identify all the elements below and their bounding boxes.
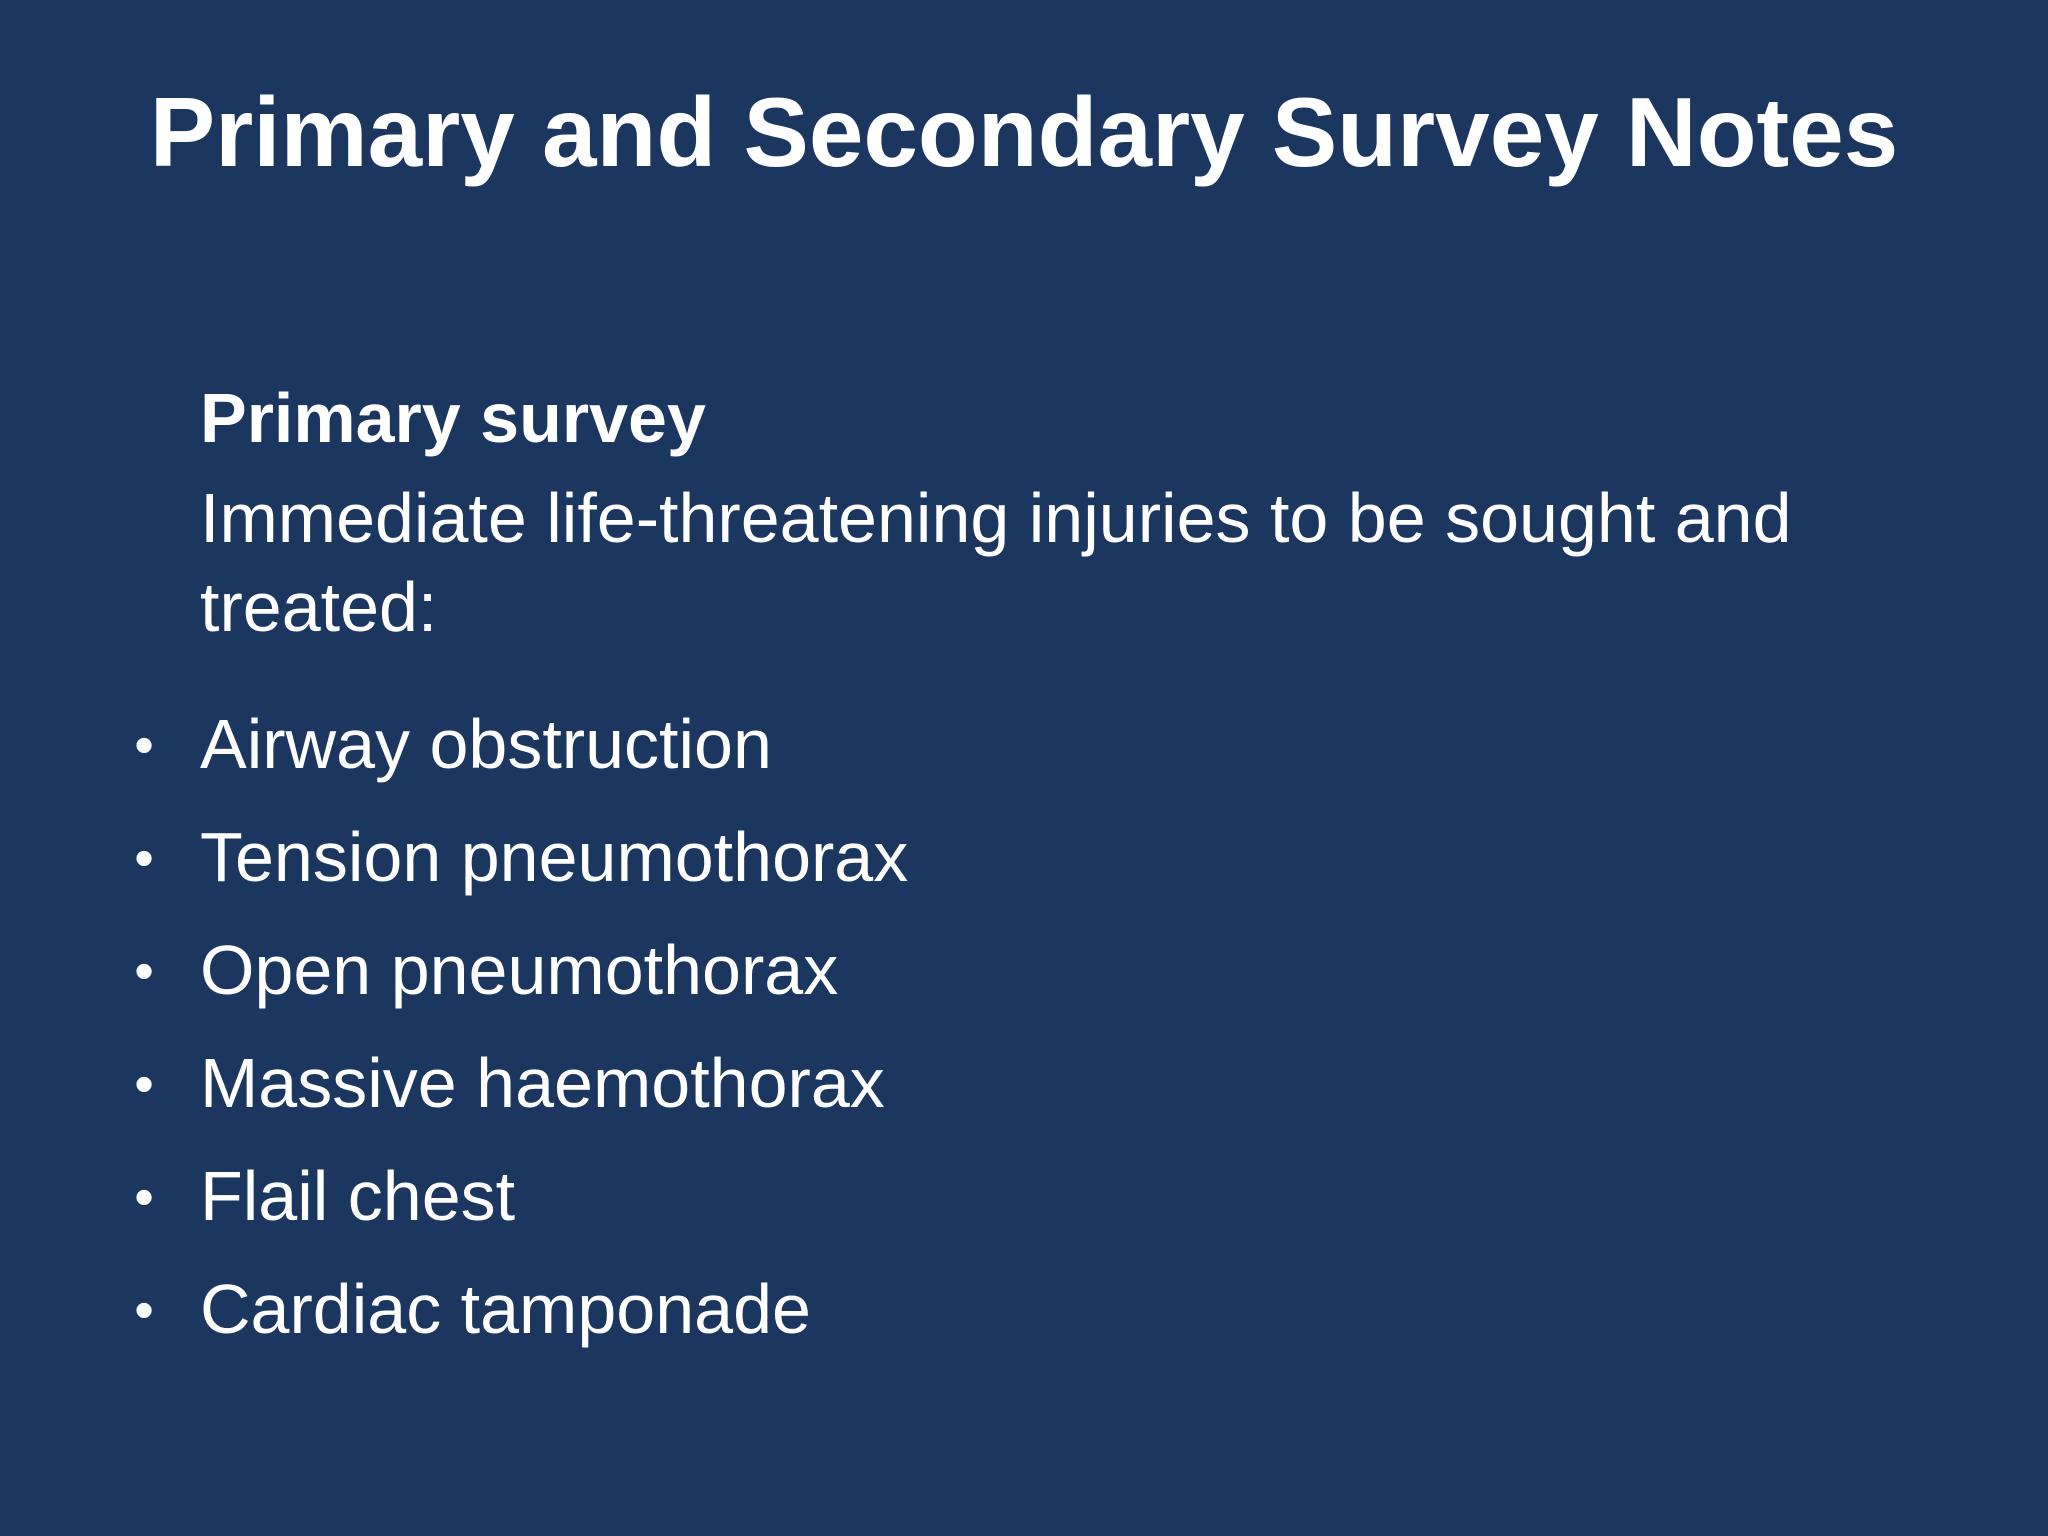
bullet-text: Open pneumothorax	[200, 931, 839, 1009]
bullet-text: Flail chest	[200, 1157, 516, 1235]
bullet-item	[0, 914, 2048, 1027]
bullet-icon: •	[134, 826, 154, 889]
bullet-text: Cardiac tamponade	[200, 1270, 811, 1348]
intro-text: Immediate life-threatening injuries to be sought and treated:	[200, 479, 1792, 646]
bullet-text: Tension pneumothorax	[200, 818, 909, 896]
bullet-list	[0, 688, 2048, 1366]
slide-content	[200, 370, 1900, 652]
bullet-icon: •	[134, 713, 154, 776]
slide-title: Primary and Secondary Survey Notes	[149, 77, 1899, 187]
bullet-icon: •	[134, 1278, 154, 1341]
bullet-text: Airway obstruction	[200, 705, 772, 783]
bullet-item	[0, 1253, 2048, 1366]
bullet-item	[0, 1140, 2048, 1253]
bullet-item	[0, 688, 2048, 801]
section-heading: Primary survey	[200, 379, 706, 457]
bullet-item	[0, 1027, 2048, 1140]
bullet-icon: •	[134, 939, 154, 1002]
bullet-item	[0, 801, 2048, 914]
bullet-icon: •	[134, 1052, 154, 1115]
bullet-icon: •	[134, 1165, 154, 1228]
bullet-text: Massive haemothorax	[200, 1044, 885, 1122]
